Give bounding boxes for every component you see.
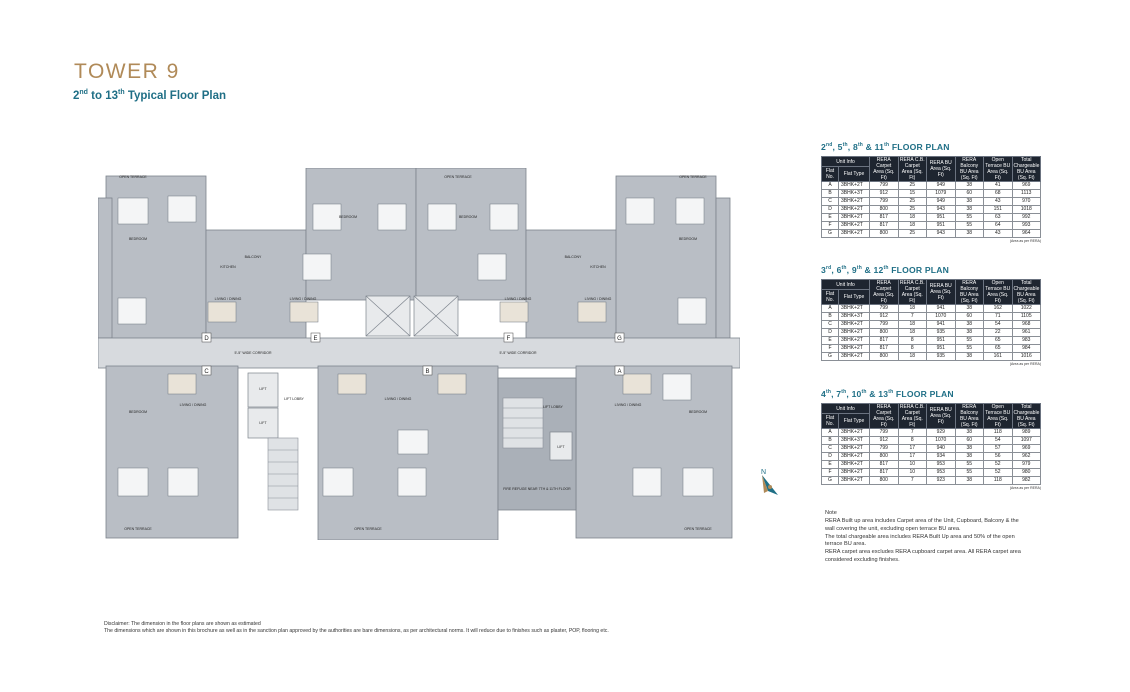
table-cell: 60	[955, 190, 984, 198]
table-cell: 817	[870, 214, 899, 222]
flat-marker: B	[425, 369, 430, 375]
table-cell: 71	[984, 313, 1013, 321]
table-row	[822, 477, 1041, 485]
table-cell: 8	[898, 345, 927, 353]
table-cell: 63	[984, 214, 1013, 222]
room-label: LIVING / DINING	[289, 297, 317, 301]
table-row	[822, 182, 1041, 190]
column-header: Open Terrace BU Area (Sq. Ft)	[985, 157, 1011, 181]
corridor-label: 5'-5" WIDE CORRIDOR	[499, 351, 537, 355]
table-cell: 38	[955, 182, 984, 190]
room-label: OPEN TERRACE	[679, 175, 707, 179]
table-cell: 65	[984, 337, 1013, 345]
table-cell: 800	[870, 353, 899, 361]
flat-marker: C	[204, 369, 209, 375]
column-header: Unit Info	[822, 280, 870, 290]
table-cell: 1016	[1012, 353, 1041, 361]
column-header: RERA Carpet Area (Sq. Ft)	[870, 157, 899, 182]
table-cell: F	[822, 222, 839, 230]
table-cell: 934	[927, 453, 956, 461]
refuge-label: FIRE REFUGE NEAR 7TH & 11TH FLOOR	[503, 487, 571, 491]
room-label: BALCONY	[244, 255, 262, 259]
table-row	[822, 437, 1041, 445]
table-cell: 151	[984, 206, 1013, 214]
table-cell: 3BHK+2T	[839, 305, 870, 313]
table-cell: 817	[870, 461, 899, 469]
table-cell: 3BHK+2T	[839, 477, 870, 485]
room-label: OPEN TERRACE	[444, 175, 472, 179]
table-cell: 38	[955, 353, 984, 361]
room-label: BEDROOM	[338, 215, 358, 219]
table-row	[822, 461, 1041, 469]
table-cell: 65	[984, 345, 1013, 353]
table-cell: C	[822, 321, 839, 329]
table-cell: 953	[927, 461, 956, 469]
column-header: RERA C.B. Carpet Area (Sq. Ft)	[899, 157, 925, 181]
column-header: Total Chargeable BU Area (Sq. Ft)	[1013, 280, 1040, 304]
table-cell: 55	[955, 337, 984, 345]
room-label: LIVING / DINING	[614, 403, 642, 407]
table-cell: C	[822, 198, 839, 206]
table-cell: 1022	[1012, 305, 1041, 313]
table-cell: 980	[1012, 469, 1041, 477]
table-cell: 18	[898, 321, 927, 329]
table-cell: 800	[870, 477, 899, 485]
table-row	[822, 353, 1041, 361]
table-cell: 817	[870, 345, 899, 353]
page-subtitle: 2nd to 13th Typical Floor Plan	[73, 89, 227, 102]
table-cell: E	[822, 461, 839, 469]
table-cell: 3BHK+2T	[839, 461, 870, 469]
table-cell: 1018	[1012, 206, 1041, 214]
room-label: OPEN TERRACE	[354, 527, 382, 531]
table-cell: 3BHK+2T	[839, 206, 870, 214]
room-label: LIVING / DINING	[179, 403, 207, 407]
column-header: RERA Carpet Area (Sq. Ft)	[870, 404, 899, 429]
table-cell: 25	[898, 206, 927, 214]
table-cell: 979	[1012, 461, 1041, 469]
room-label: BEDROOM	[128, 410, 148, 414]
notes-heading: Note	[825, 510, 837, 516]
column-header: Flat Type	[839, 290, 870, 305]
table-row	[822, 469, 1041, 477]
table-cell: 799	[870, 445, 899, 453]
table-cell: 3BHK+2T	[839, 353, 870, 361]
table-cell: 54	[984, 437, 1013, 445]
table-cell: 25	[898, 198, 927, 206]
table-cell: 38	[955, 329, 984, 337]
table-cell: 964	[1012, 230, 1041, 238]
room-label: LIVING / DINING	[384, 397, 412, 401]
table-row	[822, 198, 1041, 206]
column-header: RERA Balcony BU Area (Sq. Ft)	[955, 404, 984, 429]
table-cell: 8	[898, 437, 927, 445]
table-cell: 38	[955, 305, 984, 313]
table-cell: 3BHK+2T	[839, 321, 870, 329]
room-label: BEDROOM	[128, 237, 148, 241]
table-cell: 799	[870, 321, 899, 329]
table-cell: 38	[955, 321, 984, 329]
disclaimer-line: Disclaimer: The dimension in the floor plans are shown as estimated	[104, 621, 261, 627]
unit-note: (Area as per RERA)	[1009, 239, 1041, 243]
table-cell: 800	[870, 230, 899, 238]
table-cell: 800	[870, 453, 899, 461]
table-row	[822, 321, 1041, 329]
column-header: Flat Type	[839, 167, 870, 182]
table-cell: 38	[955, 445, 984, 453]
table-row	[822, 429, 1041, 437]
table-cell: 17	[898, 445, 927, 453]
table-cell: 929	[927, 429, 956, 437]
disclaimer-line: The dimensions which are shown in this brochure as well as in the sanction plan approved by the authorities are bare dimensions, as per architectural norms. It will reduce due to finishes such as plaster, POP, flooring etc.	[104, 628, 609, 634]
column-header: Total Chargeable BU Area (Sq. Ft)	[1013, 404, 1040, 428]
table-cell: 3BHK+2T	[839, 345, 870, 353]
table-cell: 935	[927, 329, 956, 337]
table-cell: 118	[984, 477, 1013, 485]
room-label: BEDROOM	[678, 237, 698, 241]
table-cell: B	[822, 437, 839, 445]
lift-label: LIFT	[259, 387, 267, 391]
table-cell: 817	[870, 469, 899, 477]
table-cell: 989	[1012, 429, 1041, 437]
table-row	[822, 206, 1041, 214]
table-title: 4th, 7th, 10th & 13th FLOOR PLAN	[821, 389, 954, 399]
table-cell: B	[822, 313, 839, 321]
table-cell: 800	[870, 329, 899, 337]
column-header: Open Terrace BU Area (Sq. Ft)	[985, 404, 1011, 428]
table-cell: 64	[984, 222, 1013, 230]
table-cell: 60	[955, 437, 984, 445]
table-cell: 940	[927, 445, 956, 453]
table-cell: D	[822, 329, 839, 337]
table-cell: 1113	[1012, 190, 1041, 198]
table-cell: A	[822, 305, 839, 313]
table-cell: C	[822, 445, 839, 453]
table-cell: 951	[927, 214, 956, 222]
flat-marker: E	[313, 336, 318, 342]
table-row	[822, 445, 1041, 453]
table-title: 2nd, 5th, 8th & 11th FLOOR PLAN	[821, 142, 950, 152]
table-cell: 3BHK+2T	[839, 214, 870, 222]
table-cell: 38	[955, 453, 984, 461]
table-cell: 55	[955, 214, 984, 222]
column-header: Flat Type	[839, 414, 870, 429]
table-cell: 923	[927, 477, 956, 485]
table-cell: 799	[870, 182, 899, 190]
table-cell: 3BHK+3T	[839, 190, 870, 198]
table-cell: 68	[984, 190, 1013, 198]
table-cell: G	[822, 477, 839, 485]
column-header: RERA Balcony BU Area (Sq. Ft)	[955, 280, 984, 305]
table-title: 3rd, 6th, 9th & 12th FLOOR PLAN	[821, 265, 950, 275]
flat-marker: G	[617, 336, 622, 342]
table-cell: 912	[870, 313, 899, 321]
room-label: BEDROOM	[458, 215, 478, 219]
table-cell: 10	[898, 469, 927, 477]
flat-marker: D	[204, 336, 209, 342]
table-row	[822, 337, 1041, 345]
table-cell: 3BHK+2T	[839, 445, 870, 453]
table-cell: 951	[927, 345, 956, 353]
table-cell: 55	[955, 345, 984, 353]
room-label: OPEN TERRACE	[684, 527, 712, 531]
table-cell: 935	[927, 353, 956, 361]
column-header: Total Chargeable BU Area (Sq. Ft)	[1013, 157, 1040, 181]
north-compass-icon	[758, 465, 782, 499]
table-cell: 817	[870, 337, 899, 345]
table-cell: 43	[984, 230, 1013, 238]
table-cell: 970	[1012, 198, 1041, 206]
table-cell: 17	[898, 453, 927, 461]
unit-note: (Area as per RERA)	[1009, 486, 1041, 490]
table-cell: D	[822, 453, 839, 461]
table-cell: 18	[898, 353, 927, 361]
table-cell: 993	[1012, 222, 1041, 230]
table-cell: 3BHK+2T	[839, 429, 870, 437]
table-cell: 7	[898, 429, 927, 437]
table-row	[822, 345, 1041, 353]
table-cell: 3BHK+2T	[839, 453, 870, 461]
table-cell: 961	[1012, 329, 1041, 337]
table-cell: 941	[927, 305, 956, 313]
table-row	[822, 190, 1041, 198]
area-table	[821, 279, 1041, 361]
column-header: RERA BU Area (Sq. Ft)	[927, 280, 956, 305]
table-row	[822, 329, 1041, 337]
table-cell: 3BHK+2T	[839, 230, 870, 238]
table-cell: 18	[898, 329, 927, 337]
table-cell: F	[822, 345, 839, 353]
area-table	[821, 403, 1041, 485]
table-cell: 799	[870, 429, 899, 437]
table-cell: F	[822, 469, 839, 477]
table-cell: 912	[870, 190, 899, 198]
column-header: RERA C.B. Carpet Area (Sq. Ft)	[899, 404, 925, 428]
table-row	[822, 313, 1041, 321]
table-cell: 15	[898, 190, 927, 198]
table-cell: 969	[1012, 182, 1041, 190]
flat-marker: A	[617, 369, 622, 375]
table-cell: 52	[984, 461, 1013, 469]
table-cell: 38	[955, 206, 984, 214]
table-cell: 10	[898, 461, 927, 469]
table-cell: 1070	[927, 437, 956, 445]
room-label: KITCHEN	[590, 265, 606, 269]
table-cell: A	[822, 182, 839, 190]
table-cell: 3BHK+2T	[839, 198, 870, 206]
table-cell: 941	[927, 321, 956, 329]
table-cell: 982	[1012, 477, 1041, 485]
floor-table-2	[821, 265, 1041, 366]
column-header: Open Terrace BU Area (Sq. Ft)	[985, 280, 1011, 304]
room-label: OPEN TERRACE	[119, 175, 147, 179]
table-cell: 22	[984, 329, 1013, 337]
table-cell: 951	[927, 337, 956, 345]
table-cell: 968	[1012, 321, 1041, 329]
table-cell: 949	[927, 182, 956, 190]
table-cell: 56	[984, 453, 1013, 461]
column-header: Unit Info	[822, 157, 870, 167]
table-cell: 3BHK+2T	[839, 182, 870, 190]
table-cell: 3BHK+3T	[839, 313, 870, 321]
note-item: RERA carpet area excludes RERA cupboard carpet area. All RERA carpet area considered excluding finishes.	[825, 549, 1021, 563]
table-row	[822, 222, 1041, 230]
lift-label: LIFT	[259, 421, 267, 425]
table-cell: 1105	[1012, 313, 1041, 321]
column-header: RERA C.B. Carpet Area (Sq. Ft)	[899, 280, 925, 304]
table-cell: 3BHK+2T	[839, 329, 870, 337]
table-row	[822, 214, 1041, 222]
table-cell: 55	[955, 469, 984, 477]
column-header: Flat No.	[822, 290, 839, 305]
table-cell: 953	[927, 469, 956, 477]
table-cell: 118	[984, 429, 1013, 437]
lift-label: LIFT	[557, 445, 565, 449]
table-cell: 38	[955, 230, 984, 238]
table-cell: 943	[927, 230, 956, 238]
table-cell: 41	[984, 182, 1013, 190]
unit-note: (Area as per RERA)	[1009, 362, 1041, 366]
table-row	[822, 230, 1041, 238]
room-label: OPEN TERRACE	[124, 527, 152, 531]
column-header: Unit Info	[822, 404, 870, 414]
notes-block	[825, 510, 1025, 565]
floor-plan	[98, 168, 740, 540]
flat-marker: F	[506, 336, 511, 342]
table-cell: 984	[1012, 345, 1041, 353]
table-cell: 38	[955, 429, 984, 437]
table-cell: 799	[870, 198, 899, 206]
disclaimer	[104, 621, 804, 635]
compass-label: N	[761, 469, 767, 476]
table-cell: 54	[984, 321, 1013, 329]
note-item: The total chargeable area includes RERA Built Up area and 50% of the open terrace BU area.	[825, 533, 1015, 548]
room-label: LIVING / DINING	[504, 297, 532, 301]
table-cell: 7	[898, 313, 927, 321]
column-header: Flat No.	[822, 414, 839, 429]
table-cell: 8	[898, 337, 927, 345]
lift-lobby-label: LIFT LOBBY	[543, 405, 563, 409]
table-cell: 25	[898, 182, 927, 190]
table-cell: 983	[1012, 337, 1041, 345]
table-cell: 1097	[1012, 437, 1041, 445]
table-cell: 992	[1012, 214, 1041, 222]
table-cell: 7	[898, 477, 927, 485]
table-cell: D	[822, 206, 839, 214]
table-cell: 943	[927, 206, 956, 214]
room-label: LIVING / DINING	[214, 297, 242, 301]
table-cell: 161	[984, 353, 1013, 361]
table-row	[822, 305, 1041, 313]
table-cell: 55	[955, 222, 984, 230]
room-label: LIVING / DINING	[584, 297, 612, 301]
table-cell: 1070	[927, 313, 956, 321]
table-cell: 912	[870, 437, 899, 445]
table-cell: 60	[955, 313, 984, 321]
note-item: RERA Built up area includes Carpet area of the Unit, Cupboard, Balcony & the wall covering the unit, excluding open terrace BU area.	[825, 518, 1019, 532]
table-cell: 18	[898, 214, 927, 222]
table-cell: 25	[898, 230, 927, 238]
column-header: Flat No.	[822, 167, 839, 182]
table-cell: 1079	[927, 190, 956, 198]
table-cell: 52	[984, 469, 1013, 477]
table-cell: 38	[955, 477, 984, 485]
lift-lobby-label: LIFT LOBBY	[284, 397, 304, 401]
table-cell: 57	[984, 445, 1013, 453]
table-cell: 162	[984, 305, 1013, 313]
table-cell: G	[822, 230, 839, 238]
table-cell: 969	[1012, 445, 1041, 453]
table-row	[822, 453, 1041, 461]
area-table	[821, 156, 1041, 238]
table-cell: 817	[870, 222, 899, 230]
table-cell: 3BHK+2T	[839, 337, 870, 345]
table-cell: E	[822, 214, 839, 222]
table-cell: 799	[870, 305, 899, 313]
table-cell: E	[822, 337, 839, 345]
table-cell: 800	[870, 206, 899, 214]
table-cell: 3BHK+2T	[839, 222, 870, 230]
table-cell: 949	[927, 198, 956, 206]
table-cell: 3BHK+2T	[839, 469, 870, 477]
table-cell: 18	[898, 305, 927, 313]
table-cell: 43	[984, 198, 1013, 206]
table-cell: A	[822, 429, 839, 437]
table-cell: 18	[898, 222, 927, 230]
table-cell: G	[822, 353, 839, 361]
corridor-label: 5'-5" WIDE CORRIDOR	[234, 351, 272, 355]
column-header: RERA Carpet Area (Sq. Ft)	[870, 280, 899, 305]
table-cell: 951	[927, 222, 956, 230]
column-header: RERA BU Area (Sq. Ft)	[927, 157, 956, 182]
floor-table-1	[821, 142, 1041, 243]
column-header: RERA Balcony BU Area (Sq. Ft)	[955, 157, 984, 182]
table-cell: 55	[955, 461, 984, 469]
page-title: TOWER 9	[74, 60, 180, 83]
room-label: BEDROOM	[688, 410, 708, 414]
table-cell: 3BHK+3T	[839, 437, 870, 445]
room-label: BALCONY	[564, 255, 582, 259]
floor-table-3	[821, 389, 1041, 490]
table-cell: B	[822, 190, 839, 198]
table-cell: 962	[1012, 453, 1041, 461]
table-cell: 38	[955, 198, 984, 206]
room-label: KITCHEN	[220, 265, 236, 269]
column-header: RERA BU Area (Sq. Ft)	[927, 404, 956, 429]
